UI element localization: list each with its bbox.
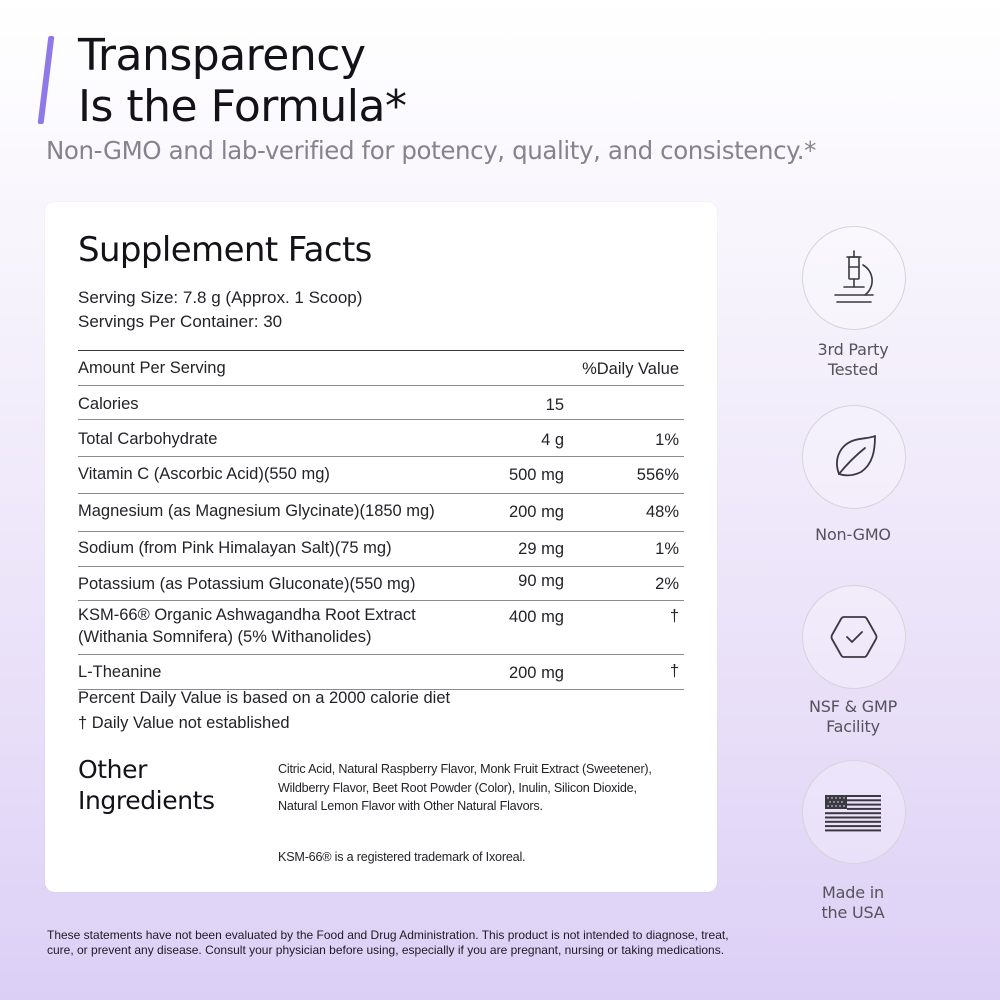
supplement-facts-title: Supplement Facts bbox=[78, 230, 372, 270]
badge-label-line-1: NSF & GMP bbox=[808, 697, 898, 716]
not-established-note: † Daily Value not established bbox=[78, 714, 290, 732]
us-flag-icon bbox=[803, 761, 905, 863]
nutrient-dv: 48% bbox=[645, 503, 679, 521]
fda-disclaimer: These statements have not been evaluated by the Food and Drug Administration. This product is not intended to diagnose, treat, cure, or prevent any disease. Consult your physician before using, especially if you are pregnant, nursing or taking medications. bbox=[47, 928, 729, 957]
nutrient-amount: 15 bbox=[545, 396, 564, 414]
table-row bbox=[78, 386, 684, 420]
badge-label-non-gmo bbox=[763, 525, 943, 545]
nutrient-name: Vitamin C (Ascorbic Acid)(550 mg) bbox=[78, 465, 330, 483]
facts-table-header bbox=[78, 351, 684, 386]
nutrient-dv: † bbox=[669, 607, 679, 625]
nutrient-name: Calories bbox=[78, 395, 139, 413]
other-ingredients-title bbox=[78, 754, 215, 816]
badge-label-line-1: Made in bbox=[822, 883, 884, 902]
nutrient-name: Sodium (from Pink Himalayan Salt)(75 mg) bbox=[78, 539, 392, 557]
table-row bbox=[78, 532, 684, 567]
other-ingredients-title-line-1: Other bbox=[78, 755, 147, 784]
table-row bbox=[78, 601, 684, 655]
badge-nsf-gmp bbox=[802, 585, 906, 689]
badge-made-in-usa bbox=[802, 760, 906, 864]
nutrient-dv: † bbox=[669, 662, 679, 680]
nutrient-amount: 200 mg bbox=[508, 503, 564, 521]
nutrient-dv: 556% bbox=[636, 466, 679, 484]
badge-label-nsf-gmp bbox=[763, 697, 943, 737]
nutrient-name-line-2: (Withania Somnifera) (5% Withanolides) bbox=[78, 628, 372, 646]
supplement-facts-card bbox=[45, 202, 717, 892]
table-row bbox=[78, 567, 684, 601]
nutrient-name: Potassium (as Potassium Gluconate)(550 mg) bbox=[78, 575, 416, 593]
nutrient-name: KSM-66® Organic Ashwagandha Root Extract bbox=[78, 606, 416, 624]
nutrient-name: Magnesium (as Magnesium Glycinate)(1850 mg) bbox=[78, 502, 435, 520]
serving-size: Serving Size: 7.8 g (Approx. 1 Scoop) bbox=[78, 288, 363, 307]
accent-bar bbox=[38, 36, 55, 124]
subheadline: Non-GMO and lab-verified for potency, quality, and consistency.* bbox=[46, 136, 816, 165]
nutrient-dv: 2% bbox=[655, 575, 679, 593]
nutrient-name: L-Theanine bbox=[78, 663, 162, 681]
nutrient-dv: 1% bbox=[655, 431, 679, 449]
leaf-icon bbox=[803, 406, 905, 508]
trademark-note: KSM-66® is a registered trademark of Ixoreal. bbox=[278, 850, 526, 864]
headline-line-2: Is the Formula* bbox=[78, 81, 407, 132]
other-ingredients-text: Citric Acid, Natural Raspberry Flavor, Monk Fruit Extract (Sweetener), Wildberry Flavor, Beet Root Powder (Color), Inulin, Silicon Dioxide, Natural Lemon Flavor with Other Natural Flavors. bbox=[278, 762, 652, 814]
servings-per-container: Servings Per Container: 30 bbox=[78, 312, 283, 331]
badge-label-line-1: 3rd Party bbox=[817, 340, 889, 359]
badge-non-gmo bbox=[802, 405, 906, 509]
badge-label-line-2: Facility bbox=[826, 717, 880, 736]
nutrient-amount: 200 mg bbox=[508, 664, 564, 682]
nutrient-dv: 1% bbox=[655, 540, 679, 558]
badge-label-line-2: the USA bbox=[821, 903, 885, 922]
table-row bbox=[78, 494, 684, 532]
badge-label-third-party-tested bbox=[763, 340, 943, 380]
nutrient-amount: 500 mg bbox=[508, 466, 564, 484]
microscope-icon bbox=[803, 227, 905, 329]
header-amount-per-serving: Amount Per Serving bbox=[78, 359, 226, 377]
nutrient-name: Total Carbohydrate bbox=[78, 430, 218, 448]
facts-table bbox=[78, 350, 684, 690]
nutrient-amount: 400 mg bbox=[508, 608, 564, 626]
table-row bbox=[78, 457, 684, 494]
hexagon-check-icon bbox=[803, 586, 905, 688]
nutrient-amount: 4 g bbox=[541, 431, 564, 449]
table-row bbox=[78, 655, 684, 690]
daily-value-note: Percent Daily Value is based on a 2000 calorie diet bbox=[78, 689, 451, 707]
nutrient-amount: 90 mg bbox=[518, 572, 564, 590]
badge-label-made-in-usa bbox=[763, 883, 943, 923]
badge-label-line-2: Tested bbox=[827, 360, 879, 379]
badge-label-line-1: Non-GMO bbox=[815, 525, 891, 544]
other-ingredients-title-line-2: Ingredients bbox=[78, 786, 215, 815]
header-daily-value: %Daily Value bbox=[582, 360, 679, 378]
table-row bbox=[78, 420, 684, 457]
badge-third-party-tested bbox=[802, 226, 906, 330]
serving-info bbox=[78, 286, 362, 334]
nutrient-amount: 29 mg bbox=[518, 540, 564, 558]
headline bbox=[78, 30, 407, 132]
headline-line-1: Transparency bbox=[78, 30, 366, 81]
